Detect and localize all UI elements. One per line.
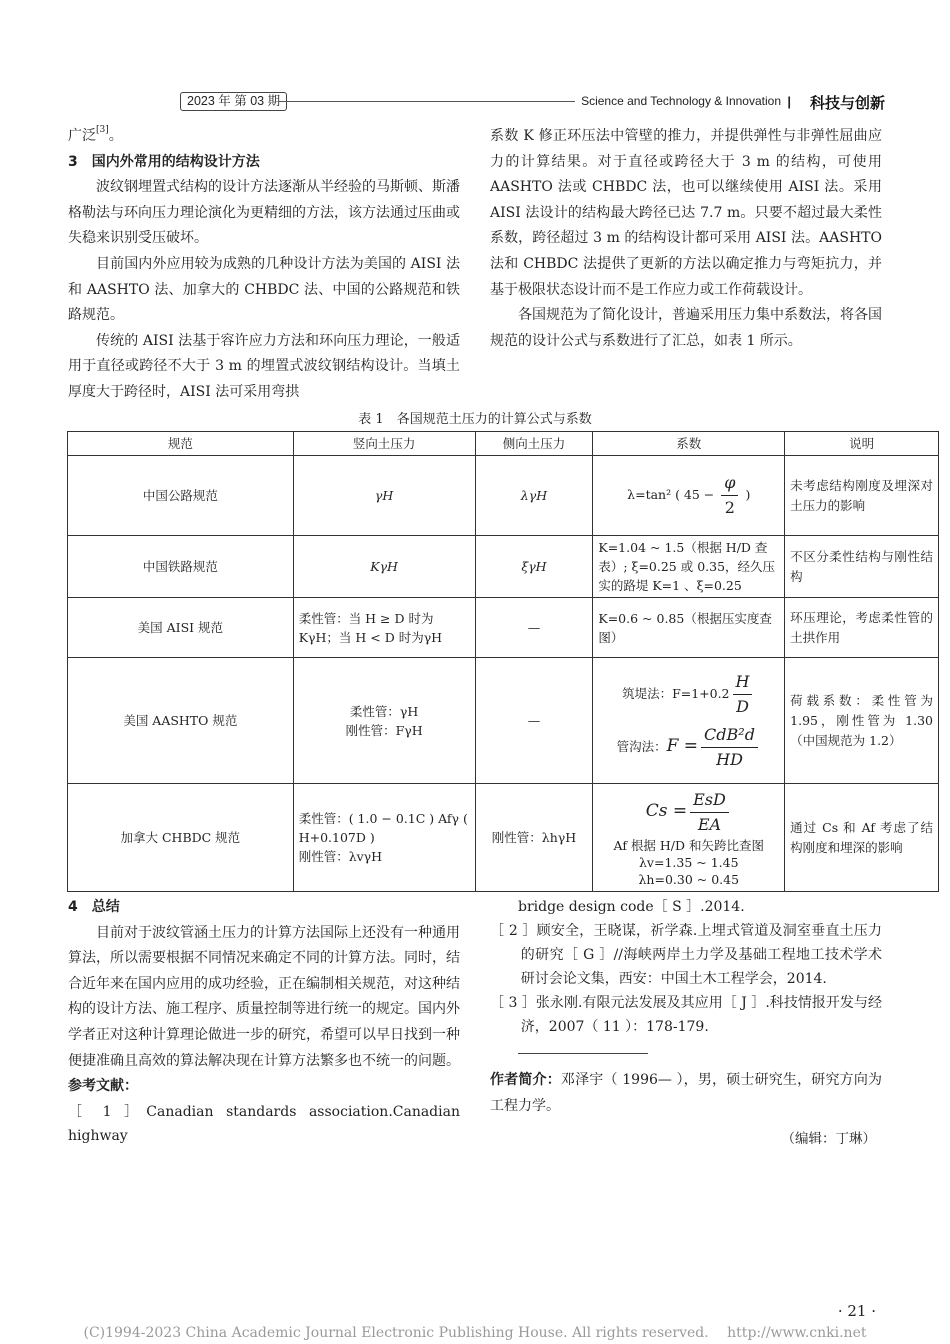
note-cell: 不区分柔性结构与刚性结构 (785, 536, 939, 598)
note-cell: 通过 Cs 和 Af 考虑了结构刚度和埋深的影响 (785, 784, 939, 892)
table-header-row (68, 432, 939, 456)
code-name-cell: 美国 AASHTO 规范 (68, 658, 294, 784)
references-title: 参考文献： (68, 1078, 138, 1095)
table-header-cell: 系数 (593, 432, 785, 456)
paragraph: 各国规范为了简化设计，普遍采用压力集中系数法，将各国规范的设计公式与系数进行了汇总，如表 1 所示。 (490, 307, 882, 349)
vertical-pressure-cell: 柔性管：γH 刚性管：FγH (293, 658, 475, 784)
vertical-pressure-cell: KγH (293, 536, 475, 598)
citation-ref[interactable]: [3] (96, 125, 109, 135)
table-header-cell: 竖向土压力 (293, 432, 475, 456)
paragraph: 系数 K 修正环压法中管壁的推力，并提供弹性与非弹性屈曲应力的计算结果。对于直径或跨径大于 3 m 的结构，可使用 AASHTO 法或 CHBDC 法，也可以继续使用 AISI 法。采用 AISI 法设计的结构最大跨径已达 7.7 m。只要不超过最大柔性系数，跨径超过 3 m 的结构设计都可采用 AISI 法。AASHTO 法和 CHBDC 法提供了更新的方法以确定推力与弯矩抗力，并基于极限状态设计而不是工作应力或工作荷载设计。 (490, 128, 882, 298)
vertical-pressure-cell: 柔性管：当 H ≥ D 时为 KγH；当 H < D 时为γH (293, 598, 475, 658)
code-name-cell: 美国 AISI 规范 (68, 598, 294, 658)
table-header-cell: 说明 (785, 432, 939, 456)
soil-pressure-table (67, 431, 939, 892)
lateral-pressure-cell: λγH (475, 456, 593, 536)
code-name-cell: 中国铁路规范 (68, 536, 294, 598)
section-3-title: 3 国内外常用的结构设计方法 (68, 153, 260, 170)
table-row (68, 598, 939, 658)
journal-name-en: Science and Technology & Innovation (581, 94, 781, 108)
copyright-footer: (C)1994-2023 China Academic Journal Electronic Publishing House. All rights reserved. http://www.cnki.net (83, 1325, 867, 1341)
issue-label: 2023 年 第 03 期 (180, 92, 287, 111)
editor-credit: （编辑：丁琳） (781, 1131, 876, 1148)
right-column-top (490, 124, 882, 354)
lateral-pressure-cell: — (475, 658, 593, 784)
paragraph: 目前国内外应用较为成熟的几种设计方法为美国的 AISI 法和 AASHTO 法、加拿大的 CHBDC 法、中国的公路规范和铁路规范。 (68, 255, 460, 324)
fraction: $\frac{\varphi}{2}$ (721, 471, 738, 520)
paragraph-continuation: 广泛[3]。 (68, 125, 123, 144)
running-header (180, 92, 885, 112)
journal-name-cn: 科技与创新 (809, 94, 885, 112)
coefficient-cell: K=0.6 ~ 0.85（根据压实度查图） (593, 598, 785, 658)
lateral-pressure-cell: ξγH (475, 536, 593, 598)
table-row (68, 658, 939, 784)
coefficient-cell: λ=tan² ( 45 − $\frac{\varphi}{2}$ ) (593, 456, 785, 536)
header-separator: | (787, 94, 791, 109)
header-rule (278, 101, 575, 102)
coefficient-cell: Cs = $\frac{\text{EsD}}{EA}$ Af 根据 H/D 和矢跨比查图 λv=1.35 ~ 1.45 λh=0.30 ~ 0.45 (593, 784, 785, 892)
page-number: · 21 · (837, 1302, 876, 1320)
paragraph: 目前对于波纹管涵土压力的计算方法国际上还没有一种通用算法，所以需要根据不同情况来确定不同的计算方法。同时，结合近年来在国内应用的成功经验，正在编制相关规范，对这种结构的设计方法、施工程序、质量控制等进行统一的规定。国内外学者正对这种计算理论做进一步的研究，希望可以早日找到一种便捷准确且高效的算法解决现在计算方法繁多也不统一的问题。 (68, 924, 460, 1069)
reference-item: ［ 1 ］Canadian standards association.Canadian highway (68, 1103, 460, 1144)
table-header-cell: 侧向土压力 (475, 432, 593, 456)
fraction: $\frac{\text{EsD}}{EA}$ (690, 788, 729, 837)
vertical-pressure-cell: 柔性管：( 1.0 − 0.1C ) Afγ ( H+0.107D ) 刚性管：λvγH (293, 784, 475, 892)
author-bio-label: 作者简介： (490, 1072, 561, 1088)
note-cell: 荷载系数：柔性管为 1.95，刚性管为 1.30（中国规范为 1.2） (785, 658, 939, 784)
table-caption: 表 1 各国规范土压力的计算公式与系数 (358, 412, 592, 427)
fraction: $\frac{H}{D}$ (733, 670, 753, 719)
table-row (68, 536, 939, 598)
code-name-cell: 加拿大 CHBDC 规范 (68, 784, 294, 892)
left-column-bottom (68, 895, 460, 1148)
divider (518, 1053, 648, 1054)
vertical-pressure-cell: γH (293, 456, 475, 536)
reference-continuation: bridge design code［ S ］.2014. (518, 899, 745, 915)
coefficient-cell: K=1.04 ~ 1.5（根据 H/D 查表）; ξ=0.25 或 0.35，经久压实的路堤 K=1 、ξ=0.25 (593, 536, 785, 598)
reference-item: ［ 2 ］顾安全，王晓谋，祈学森.上埋式管道及洞室垂直土压力的研究［ G ］//海峡两岸土力学及基础工程地工技术学术研讨会论文集，西安：中国土木工程学会，2014. (490, 923, 882, 987)
coefficient-cell: 筑堤法：F=1+0.2 $\frac{H}{D}$ 管沟法：F = $\frac{\text{CdB²d}}{HD}$ (593, 658, 785, 784)
lateral-pressure-cell: 刚性管：λhγH (475, 784, 593, 892)
code-name-cell: 中国公路规范 (68, 456, 294, 536)
paragraph: 传统的 AISI 法基于容许应力方法和环向压力理论，一般适用于直径或跨径不大于 3 m 的埋置式波纹钢结构设计。当填土厚度大于跨径时，AISI 法可采用弯拱 (68, 332, 460, 400)
fraction: $\frac{\text{CdB²d}}{HD}$ (701, 723, 758, 772)
paragraph: 波纹钢埋置式结构的设计方法逐渐从半经验的马斯顿、斯潘格勒法与环向压力理论演化为更精细的方法，该方法通过压曲或失稳来识别受压破坏。 (68, 179, 460, 247)
left-column-top (68, 124, 460, 406)
reference-item: ［ 3 ］张永刚.有限元法发展及其应用［ J ］.科技情报开发与经济，2007（ 11 ）：178-179. (490, 995, 882, 1035)
table-row (68, 456, 939, 536)
table-row (68, 784, 939, 892)
author-bio: 作者简介：邓泽宇（ 1996— ），男，硕士研究生，研究方向为工程力学。 (490, 1072, 883, 1114)
right-column-bottom (490, 895, 882, 1153)
table-header-cell: 规范 (68, 432, 294, 456)
note-cell: 未考虑结构刚度及埋深对土压力的影响 (785, 456, 939, 536)
note-cell: 环压理论，考虑柔性管的土拱作用 (785, 598, 939, 658)
section-4-title: 4 总结 (68, 899, 120, 915)
lateral-pressure-cell: — (475, 598, 593, 658)
